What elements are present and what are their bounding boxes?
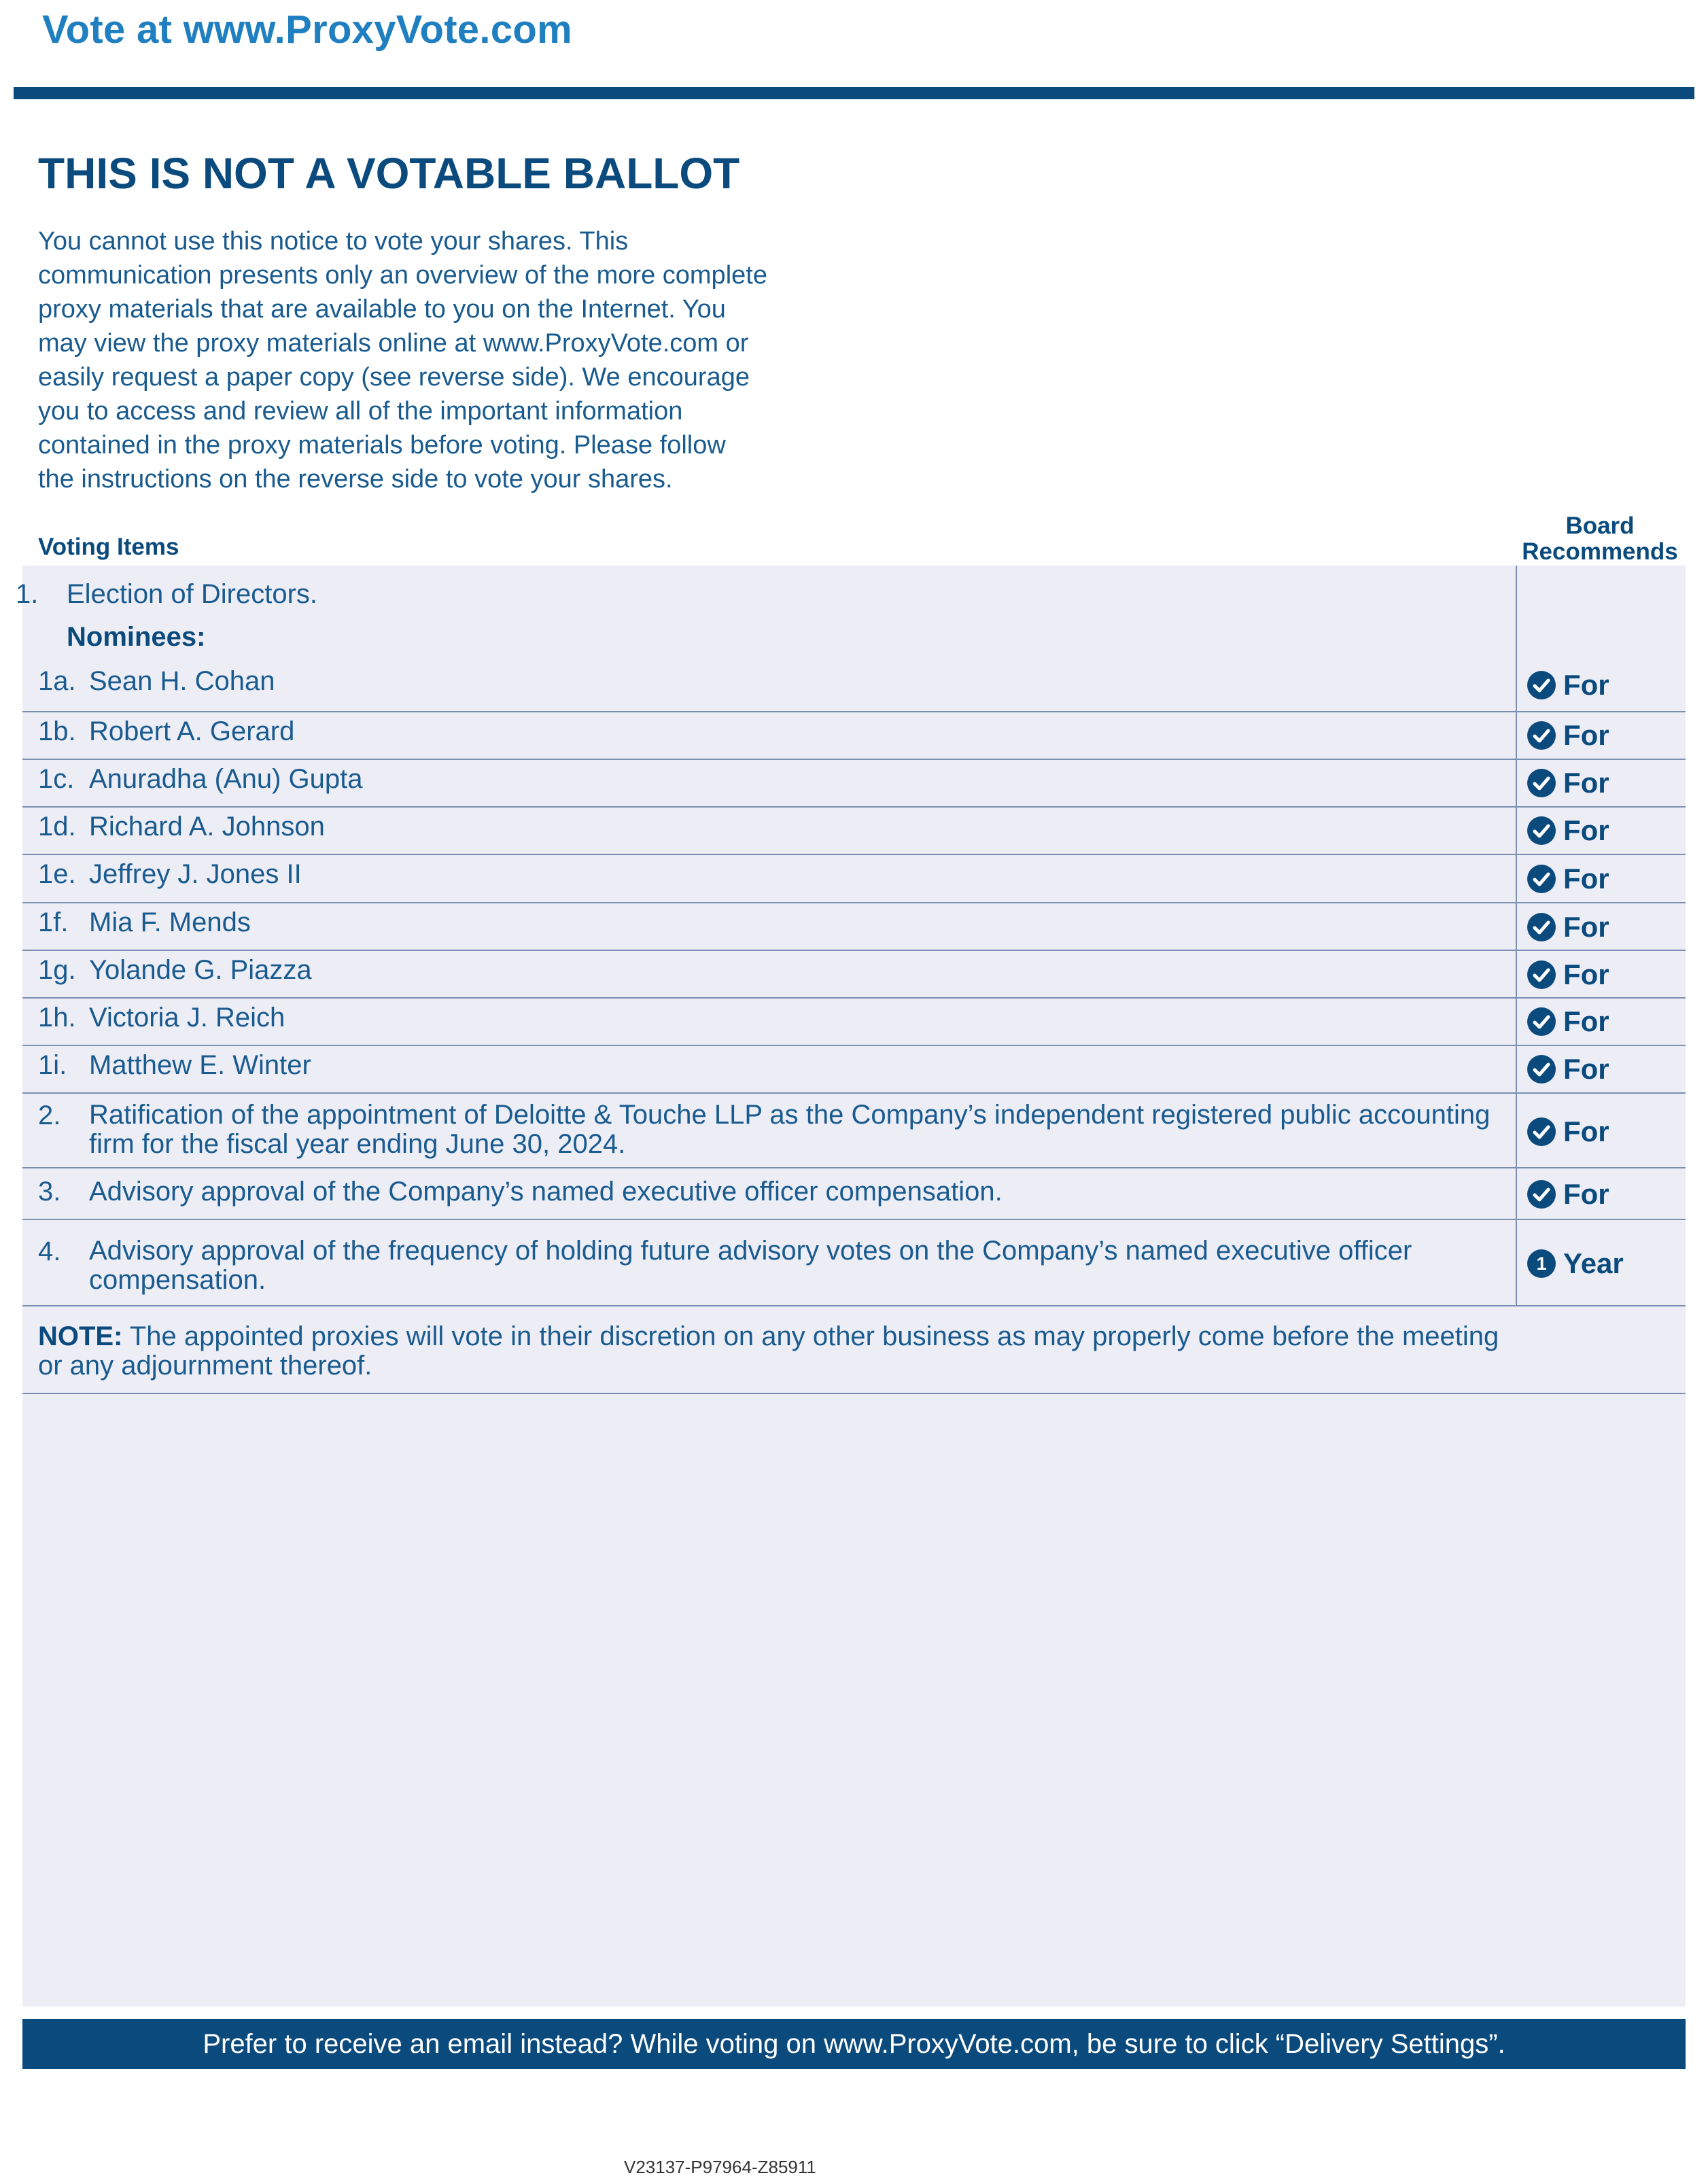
board-recommendation (1527, 1178, 1609, 1211)
board-recommendation (1527, 1247, 1624, 1280)
table-row (22, 1167, 1686, 1220)
check-circle-icon (1527, 816, 1556, 846)
note-divider (22, 1393, 1686, 1394)
board-recommendation (1527, 719, 1609, 752)
check-circle-icon (1527, 670, 1556, 700)
board-recommendation (1527, 1053, 1609, 1086)
number-one-circle-icon (1527, 1249, 1556, 1279)
nominee-name: Victoria J. Reich (89, 1003, 285, 1033)
intro-line: you to access and review all of the important information (38, 397, 683, 426)
note-label: NOTE: (38, 1321, 123, 1351)
header-rule (14, 87, 1694, 99)
nominee-name: Sean H. Cohan (89, 666, 275, 696)
note-line: or any adjournment thereof. (38, 1351, 372, 1381)
nominee-number: 1a. (38, 666, 76, 696)
check-circle-icon (1527, 960, 1556, 990)
table-row (22, 711, 1686, 760)
note-line (38, 1322, 1513, 1351)
item-text-line: Ratification of the appointment of Deloitte & Touche LLP as the Company’s independent registered public accounting (89, 1100, 1491, 1130)
nominee-name: Yolande G. Piazza (89, 955, 312, 985)
intro-line: may view the proxy materials online at www.ProxyVote.com or (38, 329, 749, 358)
table-row (22, 1045, 1686, 1094)
intro-line: the instructions on the reverse side to vote your shares. (38, 465, 673, 493)
nominee-name: Jeffrey J. Jones II (89, 859, 302, 889)
recommendation-label: For (1563, 911, 1609, 943)
item-text (89, 1236, 1530, 1295)
table-row (22, 950, 1686, 999)
item-text-line: compensation. (89, 1265, 266, 1295)
board-recommends-heading (1518, 513, 1681, 565)
table-row (22, 659, 1686, 712)
recommendation-label: Year (1563, 1247, 1624, 1279)
nominee-name: Mia F. Mends (89, 907, 251, 937)
header-title: Vote at www.ProxyVote.com (42, 7, 572, 52)
document-code: V23137-P97964-Z85911 (624, 2157, 816, 2177)
intro-line: communication presents only an overview of the more complete (38, 261, 767, 290)
table-row (22, 997, 1686, 1046)
recommendation-label: For (1563, 958, 1609, 990)
board-recommendation (1527, 814, 1609, 847)
nominee-name: Anuradha (Anu) Gupta (89, 764, 363, 794)
item-number: 4. (38, 1236, 61, 1266)
check-circle-icon (1527, 1007, 1556, 1037)
item-text-line: firm for the fiscal year ending June 30, 2024. (89, 1129, 626, 1159)
item-text: Election of Directors. (67, 579, 318, 609)
item-number: 1. (16, 579, 39, 609)
intro-paragraph (38, 224, 854, 496)
nominee-number: 1g. (38, 955, 76, 985)
board-recommendation (1527, 1005, 1609, 1038)
table-row (22, 806, 1686, 855)
intro-line: contained in the proxy materials before voting. Please follow (38, 431, 726, 460)
board-recommendation (1527, 863, 1609, 895)
item-number: 3. (38, 1177, 61, 1207)
item-text (89, 1100, 1530, 1159)
intro-line: You cannot use this notice to vote your shares. This (38, 227, 629, 256)
intro-line: proxy materials that are available to you on the Internet. You (38, 295, 726, 324)
check-circle-icon (1527, 721, 1556, 750)
table-row (22, 759, 1686, 808)
recommends-label: Recommends (1522, 538, 1678, 565)
item-text: Advisory approval of the Company’s named executive officer compensation. (89, 1177, 1003, 1207)
nominee-number: 1b. (38, 716, 76, 746)
board-recommendation (1527, 1115, 1609, 1148)
item-number: 2. (38, 1100, 61, 1130)
board-recommendation (1527, 669, 1609, 701)
board-recommendation (1527, 958, 1609, 991)
nominee-number: 1e. (38, 859, 76, 889)
recommendation-label: For (1563, 767, 1609, 799)
nominee-number: 1f. (38, 907, 69, 937)
recommendation-label: For (1563, 669, 1609, 701)
note (38, 1322, 1513, 1381)
recommendation-label: For (1563, 1005, 1609, 1037)
icon-number: 1 (1536, 1253, 1547, 1274)
check-circle-icon (1527, 768, 1556, 798)
check-circle-icon (1527, 1179, 1556, 1209)
footer-banner (22, 2019, 1686, 2069)
table-row (22, 902, 1686, 951)
board-recommendation (1527, 911, 1609, 943)
footer-banner-text: Prefer to receive an email instead? While voting on www.ProxyVote.com, be sure to click “Delivery Settings”. (203, 2028, 1505, 2059)
ballot-title: THIS IS NOT A VOTABLE BALLOT (38, 149, 740, 198)
note-text: The appointed proxies will vote in their discretion on any other business as may properly come before the meeting (122, 1321, 1499, 1351)
nominee-name: Richard A. Johnson (89, 812, 325, 842)
check-circle-icon (1527, 864, 1556, 894)
nominee-number: 1h. (38, 1003, 76, 1033)
check-circle-icon (1527, 1117, 1556, 1147)
board-label: Board (1565, 513, 1635, 539)
nominee-name: Matthew E. Winter (89, 1050, 311, 1080)
table-row (22, 1219, 1686, 1306)
recommendation-label: For (1563, 863, 1609, 895)
intro-line: easily request a paper copy (see reverse side). We encourage (38, 363, 750, 392)
recommendation-label: For (1563, 1178, 1609, 1210)
recommendation-label: For (1563, 814, 1609, 846)
table-row (22, 854, 1686, 903)
check-circle-icon (1527, 912, 1556, 942)
nominee-number: 1d. (38, 812, 76, 842)
check-circle-icon (1527, 1054, 1556, 1084)
recommendation-label: For (1563, 1115, 1609, 1147)
table-row (22, 1092, 1686, 1168)
recommendation-label: For (1563, 1053, 1609, 1085)
nominee-number: 1c. (38, 764, 75, 794)
nominee-name: Robert A. Gerard (89, 716, 295, 746)
board-recommendation (1527, 767, 1609, 799)
recommendation-label: For (1563, 719, 1609, 751)
item-text-line: Advisory approval of the frequency of holding future advisory votes on the Company’s named executive officer (89, 1236, 1412, 1266)
nominee-number: 1i. (38, 1050, 67, 1080)
voting-items-heading: Voting Items (38, 534, 179, 560)
nominees-label: Nominees: (67, 622, 206, 652)
